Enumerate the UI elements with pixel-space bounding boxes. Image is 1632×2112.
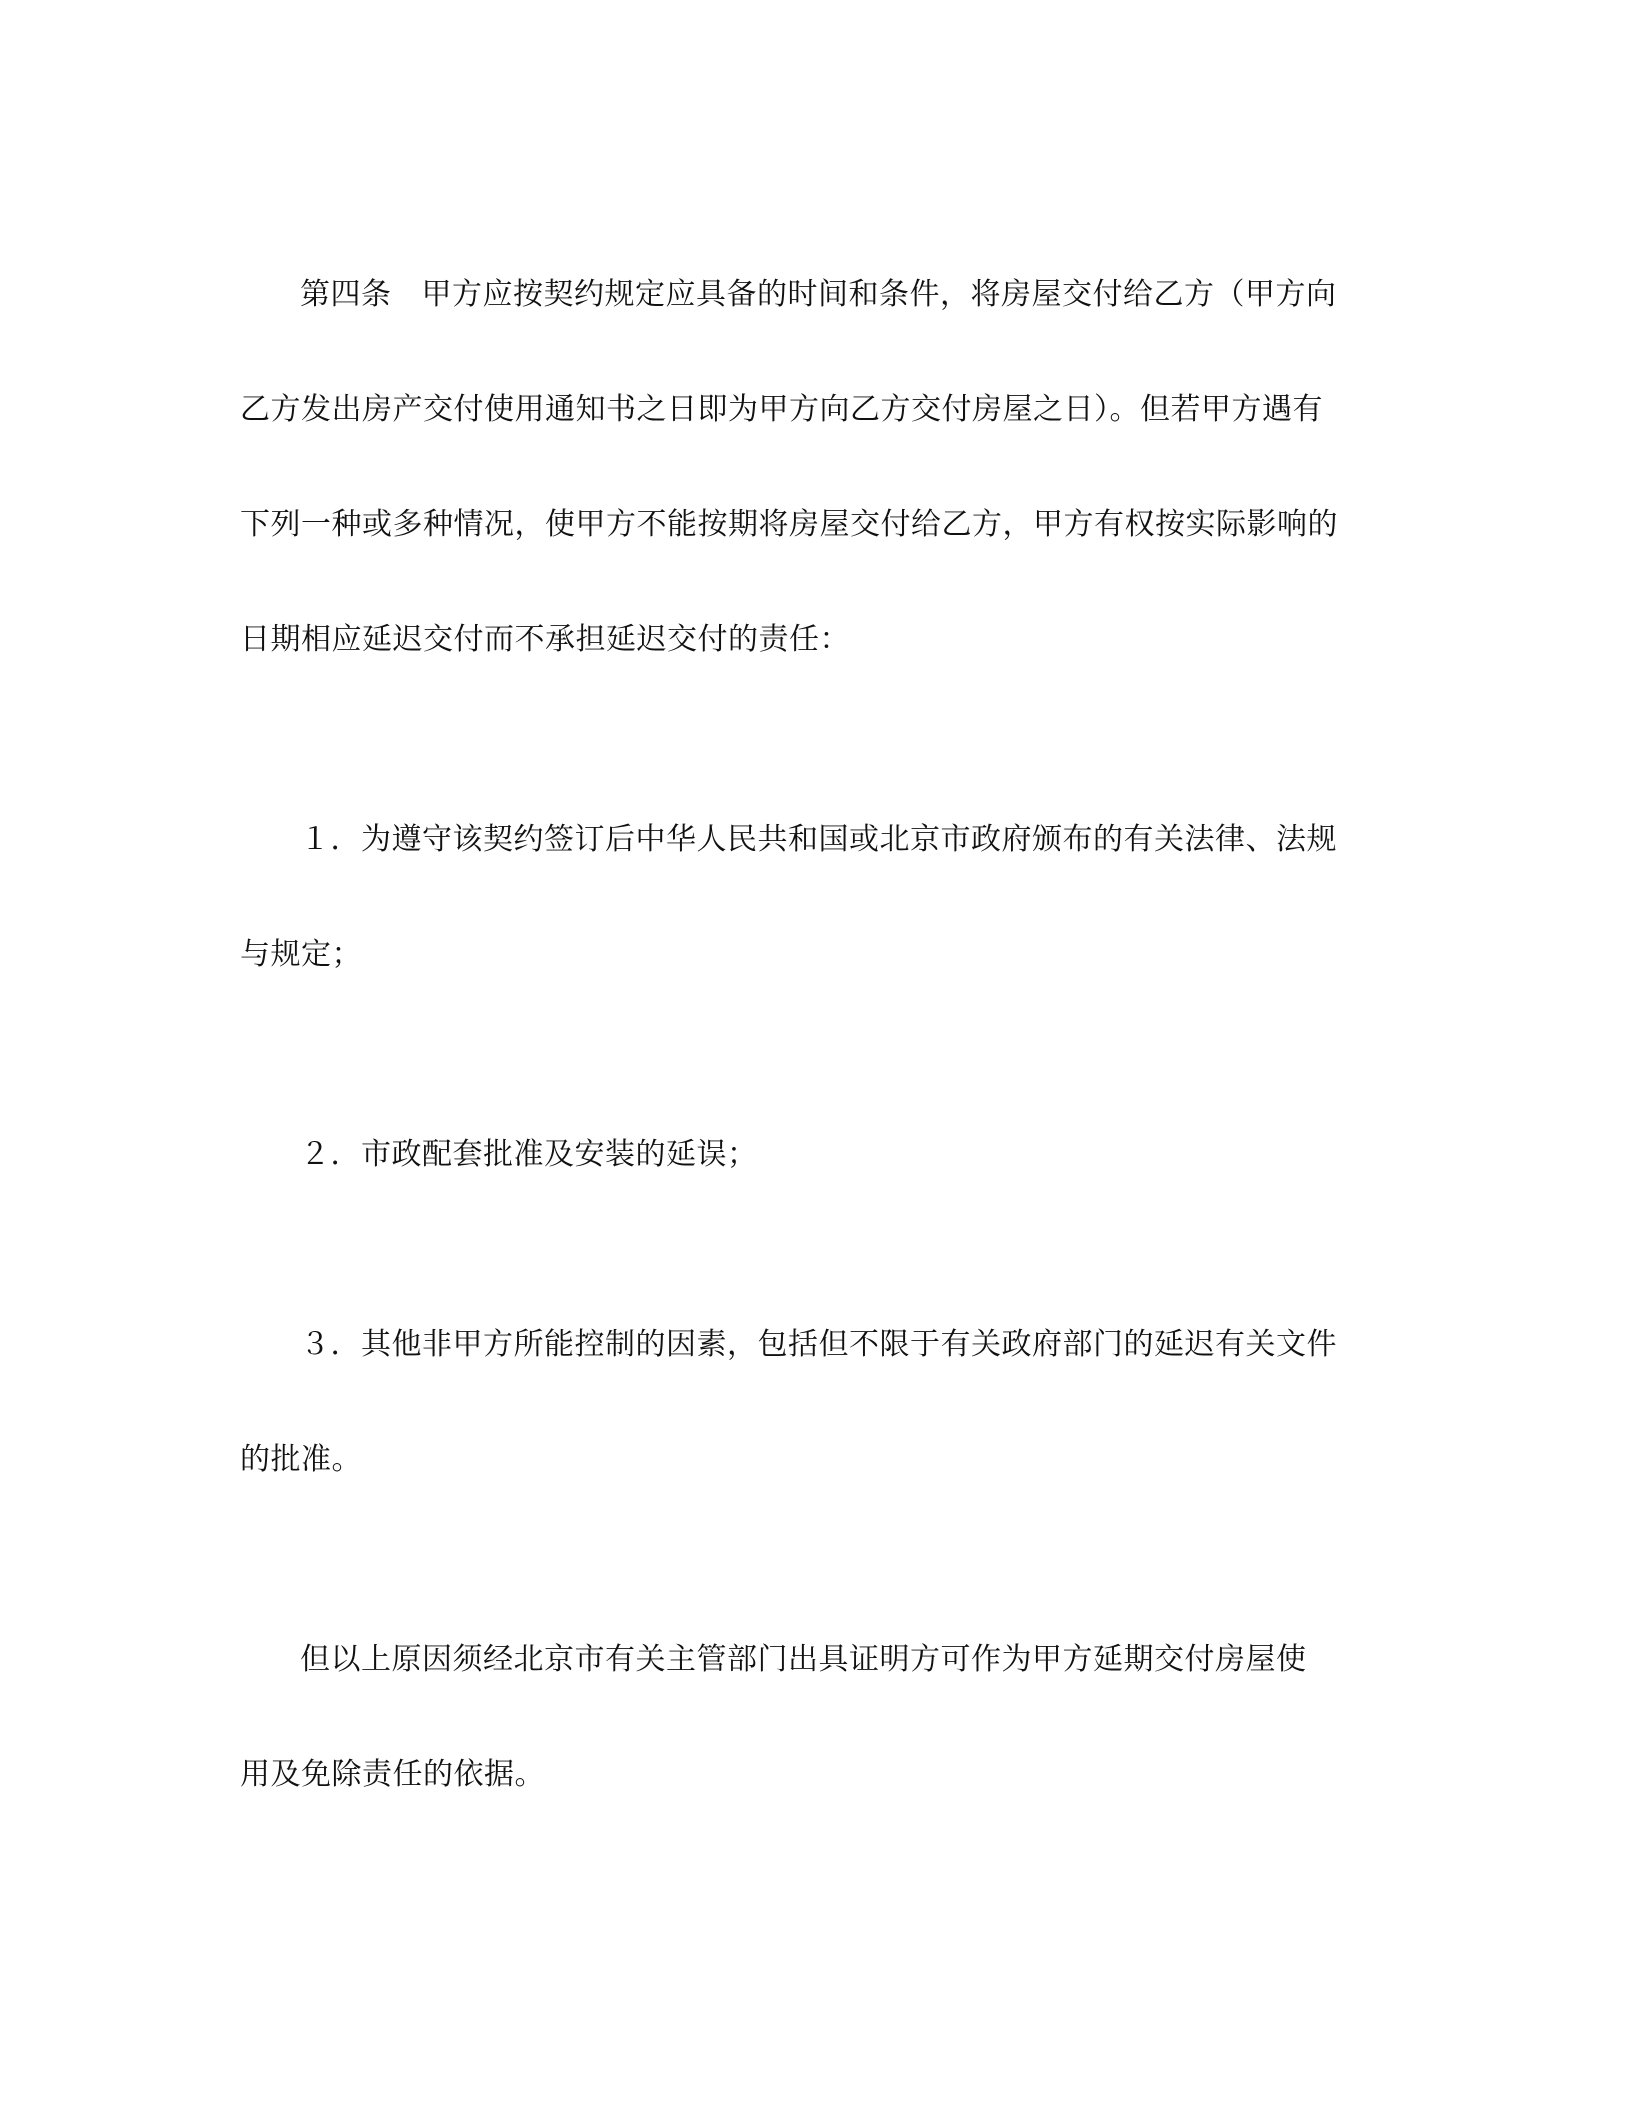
closing-line-2: 用及免除责任的依据。	[240, 1757, 545, 1792]
article-line-2: 乙方发出房产交付使用通知书之日即为甲方向乙方交付房屋之日）。但若甲方遇有	[240, 392, 1323, 427]
article-line-3: 下列一种或多种情况，使甲方不能按期将房屋交付给乙方，甲方有权按实际影响的	[240, 507, 1338, 542]
item-3-line-1: ３．其他非甲方所能控制的因素，包括但不限于有关政府部门的延迟有关文件	[300, 1327, 1337, 1362]
article-line-4: 日期相应延迟交付而不承担延迟交付的责任：	[240, 622, 850, 657]
article-first-line	[300, 275, 1450, 315]
closing-line-1: 但以上原因须经北京市有关主管部门出具证明方可作为甲方延期交付房屋使	[300, 1642, 1307, 1677]
article-number: 第四条	[300, 277, 392, 312]
item-1-line-1: １．为遵守该契约签订后中华人民共和国或北京市政府颁布的有关法律、法规	[300, 822, 1337, 857]
item-2-line-1: ２．市政配套批准及安装的延误；	[300, 1137, 758, 1172]
item-3-line-2: 的批准。	[240, 1442, 362, 1477]
item-1-line-2: 与规定；	[240, 937, 362, 972]
article-line-1: 甲方应按契约规定应具备的时间和条件，将房屋交付给乙方（甲方向	[421, 277, 1337, 312]
